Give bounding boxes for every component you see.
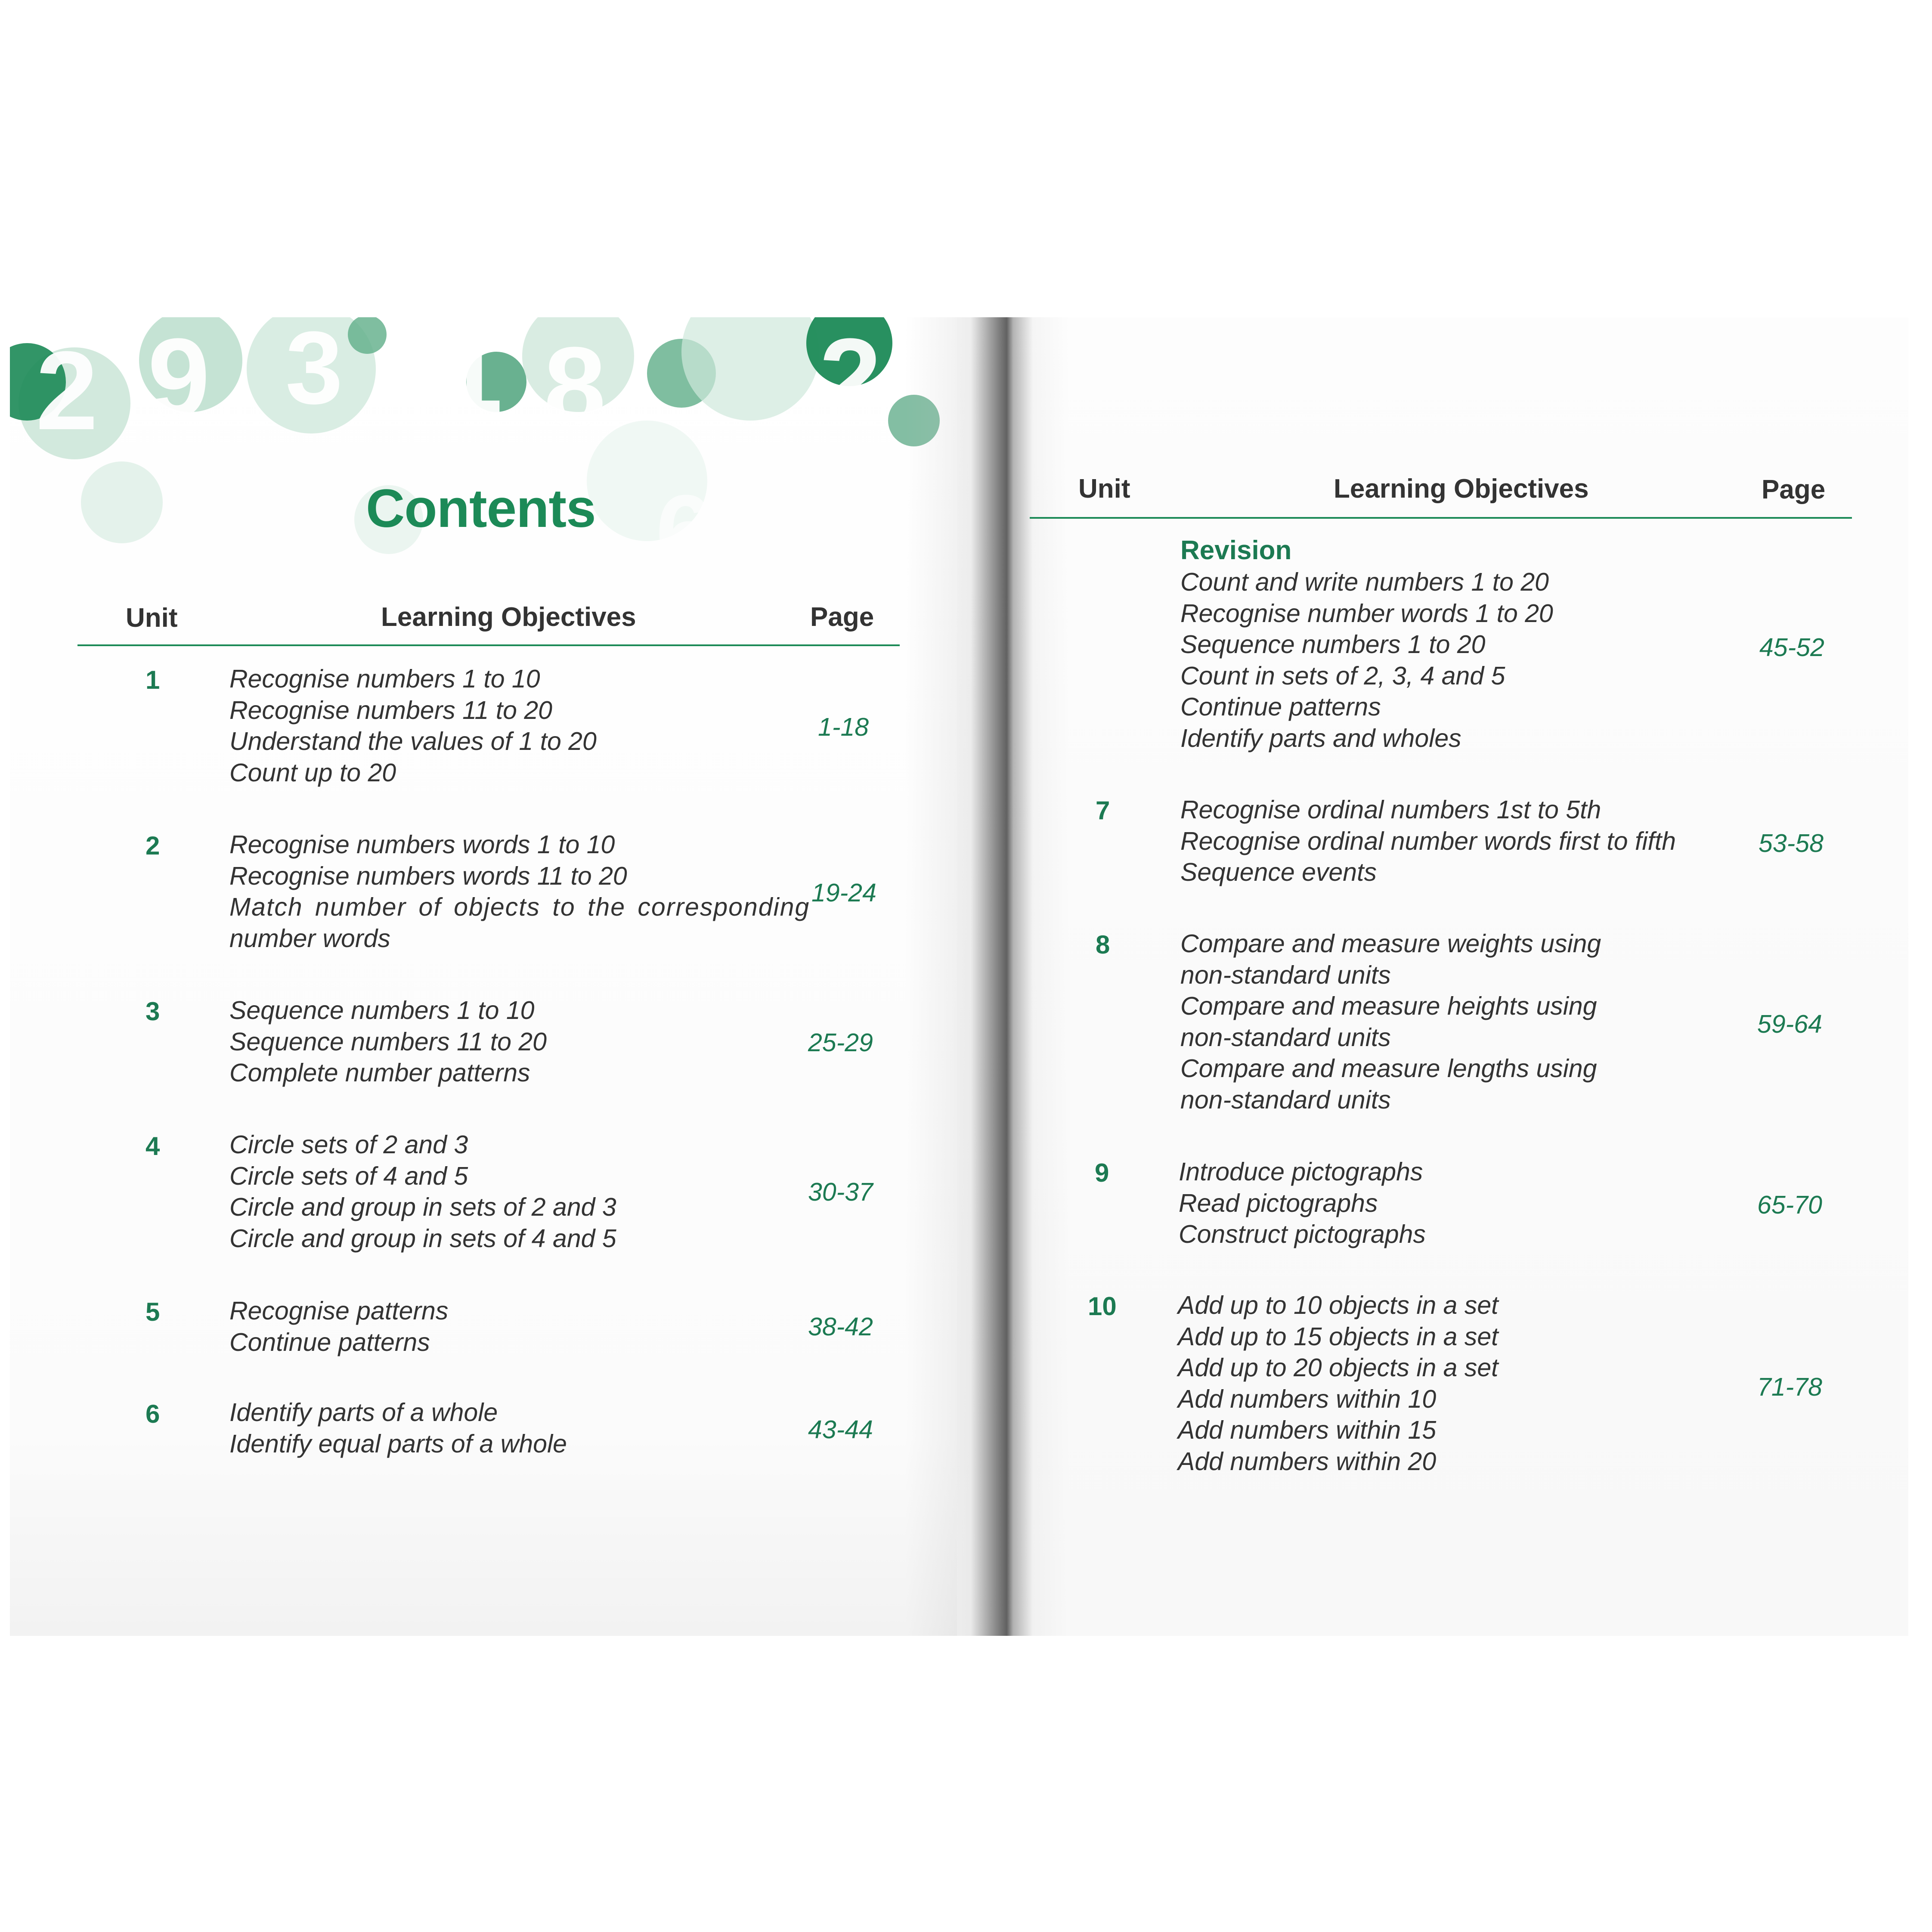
unit-objectives (229, 1397, 567, 1459)
svg-text:1: 1 (191, 448, 248, 563)
svg-text:6: 6 (656, 474, 713, 576)
objective-line: Introduce pictographs (1179, 1158, 1423, 1186)
svg-text:8: 8 (544, 324, 606, 449)
objective-line: Recognise ordinal number words first to fifth (1180, 827, 1676, 855)
objective-line: Recognise numbers 11 to 20 (229, 696, 552, 724)
objective-line: Circle sets of 4 and 5 (229, 1161, 468, 1190)
page-range: 45-52 (1759, 633, 1824, 662)
objective-line: Understand the values of 1 to 20 (229, 727, 597, 755)
objective-line: Identify parts and wholes (1180, 724, 1461, 752)
unit-objectives (1180, 928, 1601, 1115)
objective-line: Circle sets of 2 and 3 (229, 1130, 468, 1159)
left-header-unit: Unit (126, 603, 178, 633)
unit-number: 5 (146, 1297, 160, 1326)
page-range: 71-78 (1757, 1373, 1822, 1401)
page-range: 19-24 (811, 879, 876, 907)
page-range: 53-58 (1759, 829, 1824, 858)
unit-number: 7 (1096, 796, 1110, 825)
objective-line: Compare and measure heights using (1180, 992, 1597, 1020)
objective-line: Circle and group in sets of 2 and 3 (229, 1193, 616, 1221)
objective-line: Count up to 20 (229, 758, 396, 787)
left-header-rule (77, 644, 900, 646)
objective-line: Add up to 15 objects in a set (1178, 1322, 1499, 1351)
objective-line: Match number of objects to the corresponding (229, 893, 810, 921)
unit-number: 8 (1096, 930, 1110, 959)
unit-objectives (229, 829, 810, 954)
unit-objectives (229, 1295, 448, 1358)
objective-line: Compare and measure weights using (1180, 929, 1601, 958)
svg-text:2: 2 (36, 328, 98, 453)
page-range: 30-37 (808, 1178, 873, 1206)
objective-line: Add up to 10 objects in a set (1178, 1291, 1499, 1319)
unit-number: 2 (146, 831, 160, 860)
right-header-objectives: Learning Objectives (1334, 474, 1589, 504)
objective-line: non-standard units (1180, 960, 1391, 989)
objective-line: Identify parts of a whole (229, 1398, 498, 1427)
objective-line: Circle and group in sets of 4 and 5 (229, 1224, 616, 1253)
revision-section (1180, 535, 1553, 754)
objective-line: number words (229, 924, 390, 953)
page-range: 65-70 (1757, 1191, 1822, 1219)
objective-line: Recognise numbers 1 to 10 (229, 665, 540, 693)
objective-line: Recognise patterns (229, 1297, 449, 1325)
unit-objectives (1178, 1290, 1499, 1477)
objective-line: Recognise numbers words 1 to 10 (229, 830, 615, 859)
page-range: 25-29 (808, 1028, 873, 1057)
objective-line: Construct pictographs (1179, 1220, 1426, 1248)
unit-number: 10 (1088, 1292, 1117, 1321)
objective-line: Count in sets of 2, 3, 4 and 5 (1180, 661, 1505, 690)
objective-line: Add up to 20 objects in a set (1178, 1353, 1499, 1382)
objective-line: Identify equal parts of a whole (229, 1429, 567, 1458)
book-gutter-shadow (905, 317, 1069, 1636)
objective-line: non-standard units (1180, 1085, 1391, 1114)
left-header-objectives: Learning Objectives (381, 602, 636, 632)
objective-line: Continue patterns (1180, 693, 1381, 721)
objective-line: Add numbers within 15 (1178, 1416, 1437, 1444)
page-range: 1-18 (818, 713, 869, 741)
objective-line: Read pictographs (1179, 1189, 1378, 1217)
unit-number: 9 (1095, 1158, 1109, 1187)
right-header-page: Page (1762, 475, 1826, 505)
page-range: 38-42 (808, 1313, 873, 1341)
right-header-unit: Unit (1078, 474, 1130, 504)
unit-number: 4 (146, 1132, 160, 1161)
svg-text:9: 9 (148, 317, 210, 440)
unit-objectives (1179, 1156, 1426, 1250)
page-range: 59-64 (1757, 1010, 1822, 1038)
objective-line: Sequence numbers 11 to 20 (229, 1027, 547, 1056)
revision-title: Revision (1180, 536, 1292, 565)
svg-text:0: 0 (268, 458, 331, 576)
unit-number: 6 (146, 1399, 160, 1428)
page-title: Contents (366, 479, 596, 539)
unit-number: 3 (146, 997, 160, 1026)
page-range: 43-44 (808, 1415, 873, 1444)
objective-line: Sequence numbers 1 to 20 (1180, 630, 1486, 659)
objective-line: Complete number patterns (229, 1059, 530, 1087)
svg-text:1: 1 (440, 317, 503, 436)
objective-line: Continue patterns (229, 1328, 430, 1356)
unit-objectives (229, 995, 547, 1089)
objective-line: non-standard units (1180, 1023, 1391, 1052)
objective-line: Add numbers within 10 (1178, 1384, 1437, 1413)
objective-line: Add numbers within 20 (1178, 1447, 1437, 1476)
unit-objectives (1180, 794, 1676, 888)
objective-line: Sequence numbers 1 to 10 (229, 996, 535, 1025)
objective-line: Compare and measure lengths using (1180, 1054, 1597, 1083)
svg-text:3: 3 (285, 317, 343, 425)
unit-number: 1 (146, 666, 160, 694)
objective-line: Recognise numbers words 11 to 20 (229, 861, 627, 890)
objective-line: Recognise ordinal numbers 1st to 5th (1180, 796, 1601, 824)
right-header-rule (1030, 517, 1852, 519)
svg-text:2: 2 (819, 317, 882, 440)
unit-objectives (229, 663, 597, 788)
unit-objectives (229, 1129, 616, 1254)
objective-line: Count and write numbers 1 to 20 (1180, 568, 1549, 596)
objective-line: Recognise number words 1 to 20 (1180, 599, 1553, 628)
left-header-page: Page (810, 602, 874, 632)
objective-line: Sequence events (1180, 858, 1377, 886)
